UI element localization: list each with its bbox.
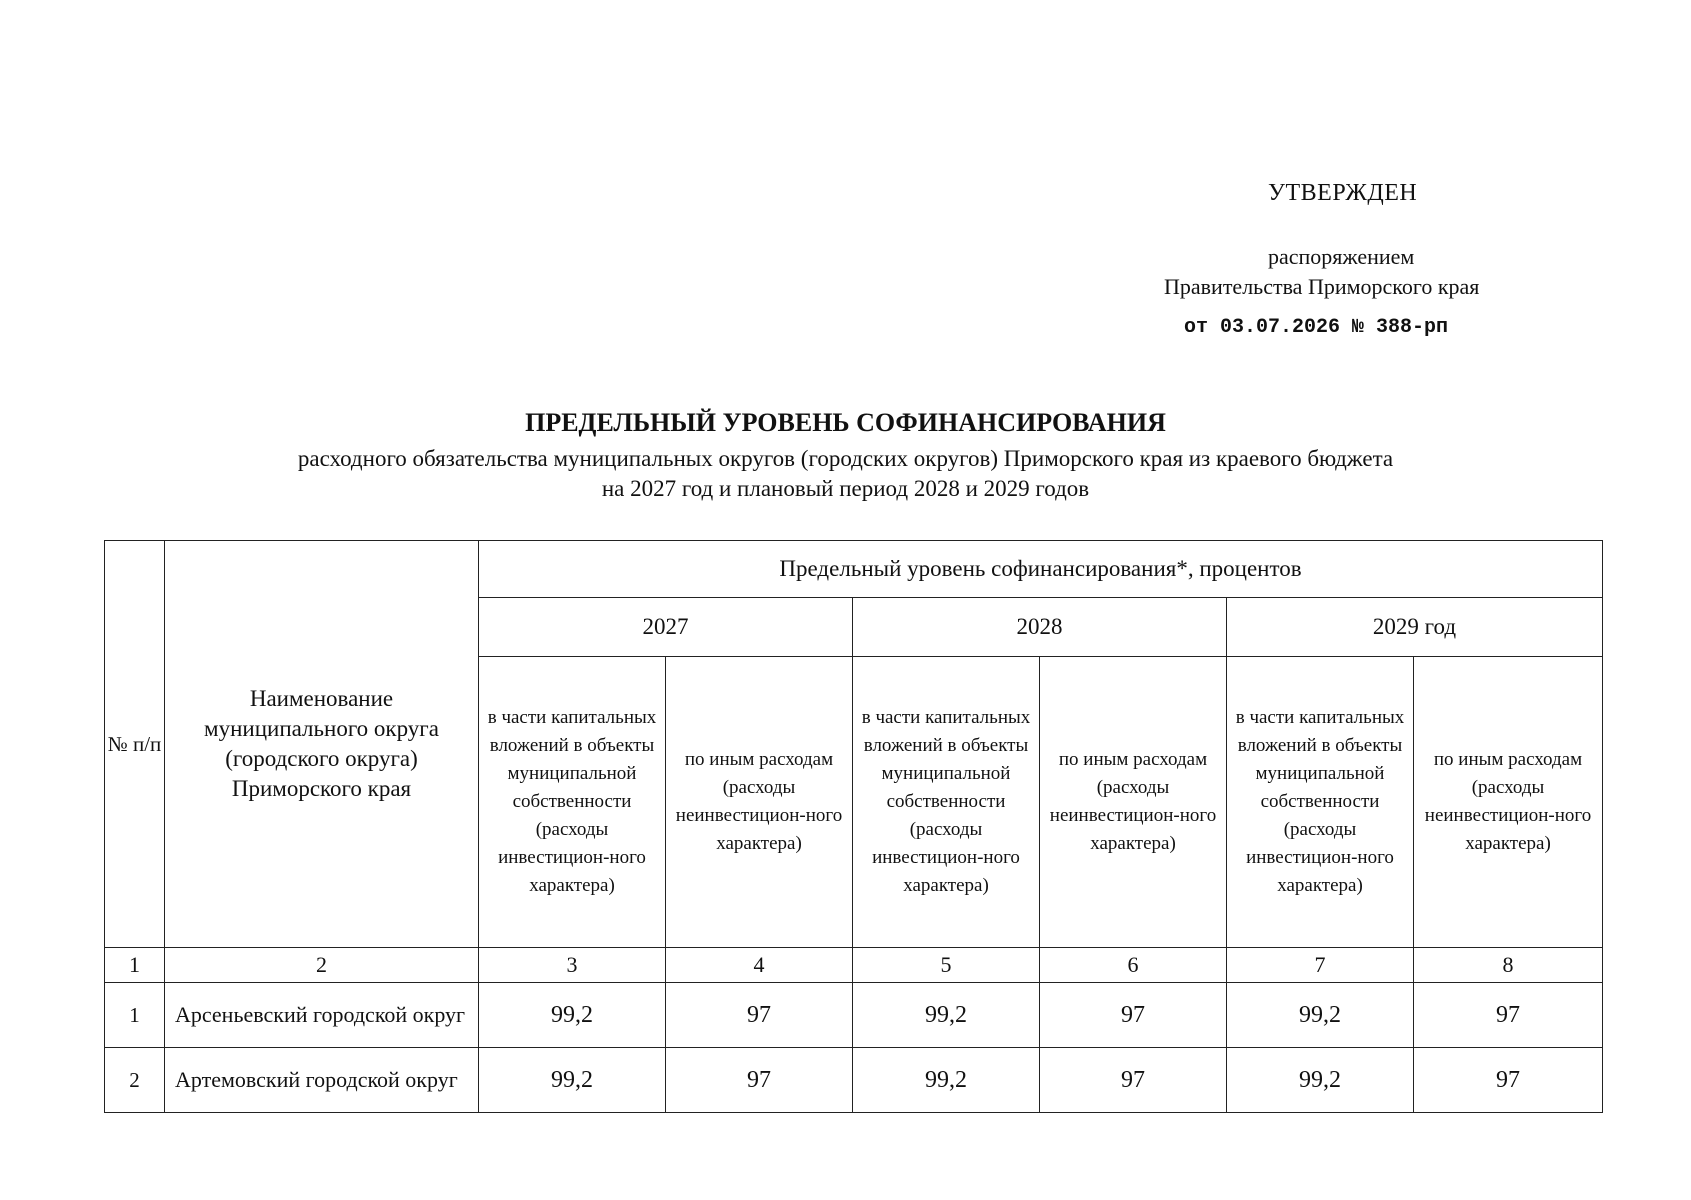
- approval-title: УТВЕРЖДЕН: [1268, 180, 1418, 206]
- document-subtitle-line2: на 2027 год и плановый период 2028 и 2029 годов: [601, 476, 1090, 501]
- header-year-2029: 2029 год: [1227, 598, 1603, 657]
- column-number: 2: [165, 948, 479, 983]
- value-cell: 99,2: [853, 983, 1040, 1048]
- header-name: Наименование муниципального округа (городского округа) Приморского края: [165, 541, 479, 948]
- value-cell: 97: [1040, 983, 1227, 1048]
- header-year-2027: 2027: [479, 598, 853, 657]
- row-name: Арсеньевский городской округ: [165, 983, 479, 1048]
- cofinancing-table: [104, 540, 1603, 1113]
- header-2029-other: по иным расходам (расходы неинвестицион-ного характера): [1414, 657, 1603, 948]
- value-cell: 97: [1414, 1048, 1603, 1113]
- header-2027-other: по иным расходам (расходы неинвестицион-ного характера): [666, 657, 853, 948]
- table-row: [105, 1048, 1603, 1113]
- document-subtitle-line1: расходного обязательства муниципальных округов (городских округов) Приморского края из краевого бюджета: [297, 446, 1394, 471]
- approval-line-government: Правительства Приморского края: [1164, 274, 1480, 299]
- column-number: 8: [1414, 948, 1603, 983]
- header-num: № п/п: [105, 541, 165, 948]
- header-2028-capital: в части капитальных вложений в объекты муниципальной собственности (расходы инвестицион-ного характера): [853, 657, 1040, 948]
- value-cell: 99,2: [479, 1048, 666, 1113]
- value-cell: 97: [666, 1048, 853, 1113]
- document-heading: [0, 408, 1691, 504]
- row-num: 1: [105, 983, 165, 1048]
- value-cell: 99,2: [479, 983, 666, 1048]
- column-number: 4: [666, 948, 853, 983]
- column-number: 1: [105, 948, 165, 983]
- approval-line-order: распоряжением: [1268, 244, 1415, 269]
- approval-line-date-number: от 03.07.2026 № 388-рп: [1184, 316, 1449, 339]
- row-name: Артемовский городской округ: [165, 1048, 479, 1113]
- value-cell: 97: [1414, 983, 1603, 1048]
- header-2029-capital: в части капитальных вложений в объекты муниципальной собственности (расходы инвестицион-ного характера): [1227, 657, 1414, 948]
- header-2028-other: по иным расходам (расходы неинвестицион-ного характера): [1040, 657, 1227, 948]
- value-cell: 99,2: [853, 1048, 1040, 1113]
- column-number: 5: [853, 948, 1040, 983]
- value-cell: 97: [1040, 1048, 1227, 1113]
- column-number: 3: [479, 948, 666, 983]
- header-group: Предельный уровень софинансирования*, процентов: [479, 541, 1603, 598]
- column-number: 7: [1227, 948, 1414, 983]
- row-num: 2: [105, 1048, 165, 1113]
- document-title: ПРЕДЕЛЬНЫЙ УРОВЕНЬ СОФИНАНСИРОВАНИЯ: [525, 408, 1166, 437]
- table-row: [105, 983, 1603, 1048]
- column-number: 6: [1040, 948, 1227, 983]
- header-year-2028: 2028: [853, 598, 1227, 657]
- value-cell: 99,2: [1227, 1048, 1414, 1113]
- value-cell: 97: [666, 983, 853, 1048]
- value-cell: 99,2: [1227, 983, 1414, 1048]
- header-2027-capital: в части капитальных вложений в объекты муниципальной собственности (расходы инвестицион-ного характера): [479, 657, 666, 948]
